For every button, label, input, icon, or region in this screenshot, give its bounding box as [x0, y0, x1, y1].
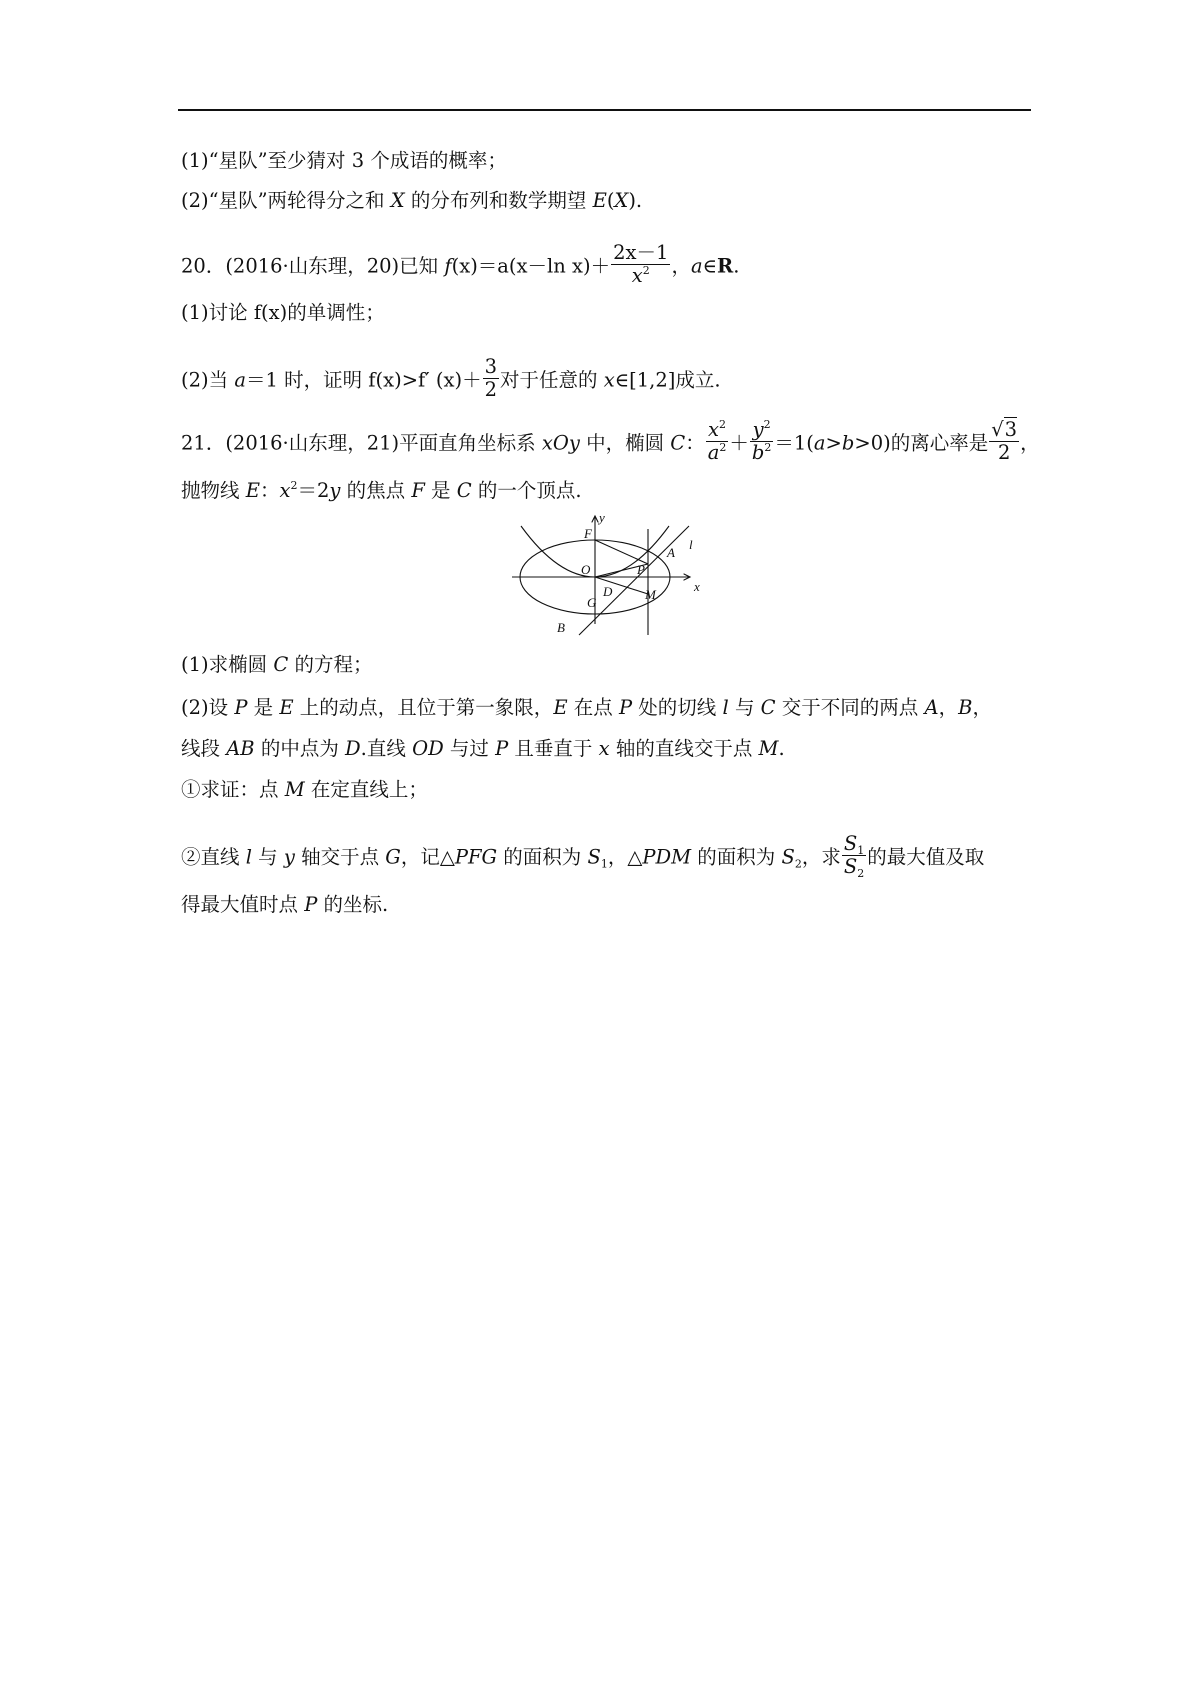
q21-part1: (1)求椭圆 C 的方程； — [181, 653, 373, 676]
q21-sub2-line2: 得最大值时点 P 的坐标. — [181, 893, 389, 916]
label-M: M — [645, 587, 656, 602]
area-ratio-fraction: $\frac{S_1}{S_2}$ — [843, 832, 865, 881]
label-P: P — [637, 562, 645, 577]
ellipse-term-y: $\frac{y^2}{b^2}$ — [751, 418, 772, 465]
label-A: A — [667, 545, 675, 560]
q20-part2: (2)当 a＝1 时，证明 f(x)>f′ (x)＋ $\frac{3}{2}$ 对于任意的 x∈[1,2]成立. — [181, 355, 721, 402]
label-B: B — [557, 620, 565, 635]
eccentricity-fraction: $\frac{√3}{2}$ — [991, 418, 1018, 465]
q20-part2-fraction: $\frac{3}{2}$ — [484, 355, 498, 402]
q21-sub2: ②直线 l 与 y 轴交于点 G，记△PFG 的面积为 $S_1$，△PDM 的面积为 $S_2$，求 $\frac{S_1}{S_2}$ 的最大值及取 — [181, 832, 985, 881]
header-rule — [178, 109, 1031, 111]
label-F: F — [584, 526, 592, 541]
ellipse-parabola-figure — [507, 512, 707, 642]
label-x: x — [694, 579, 700, 594]
label-y: y — [599, 512, 605, 525]
q21-sub1: ①求证：点 M 在定直线上； — [181, 778, 428, 801]
label-D: D — [603, 584, 613, 599]
label-O: O — [581, 562, 591, 577]
q20-fraction: $\frac{2x-1}{x^2}$ — [613, 241, 669, 288]
segment-fp — [595, 540, 648, 564]
q21-stem-line1: 21．(2016·山东理，21)平面直角坐标系 xOy 中，椭圆 C： $\frac{x^2}{a^2}$ ＋ $\frac{y^2}{b^2}$ ＝1(a>b>0)的离心率是 $\frac{√3}{2}$ ， — [181, 418, 1040, 465]
q19-part2: (2)“星队”两轮得分之和 X 的分布列和数学期望 E(X). — [181, 189, 643, 212]
q21-part2-line2: 线段 AB 的中点为 D.直线 OD 与过 P 且垂直于 x 轴的直线交于点 M. — [181, 737, 785, 760]
q21-part2-line1: (2)设 P 是 E 上的动点，且位于第一象限，E 在点 P 处的切线 l 与 C 交于不同的两点 A，B， — [181, 696, 992, 719]
ellipse-term-x: $\frac{x^2}{a^2}$ — [707, 418, 727, 465]
q19-part1: (1)“星队”至少猜对 3 个成语的概率； — [181, 149, 507, 172]
q21-stem-line2: 抛物线 E：$x^2=2y$ 的焦点 F 是 C 的一个顶点. — [181, 479, 582, 502]
q20-stem: 20．(2016·山东理，20)已知 f(x)＝a(x－ln x)＋ $\frac{2x-1}{x^2}$ ，a∈R. — [181, 241, 740, 288]
label-l: l — [689, 537, 693, 552]
label-G: G — [587, 595, 597, 610]
q20-part1: (1)讨论 f(x)的单调性； — [181, 301, 385, 324]
